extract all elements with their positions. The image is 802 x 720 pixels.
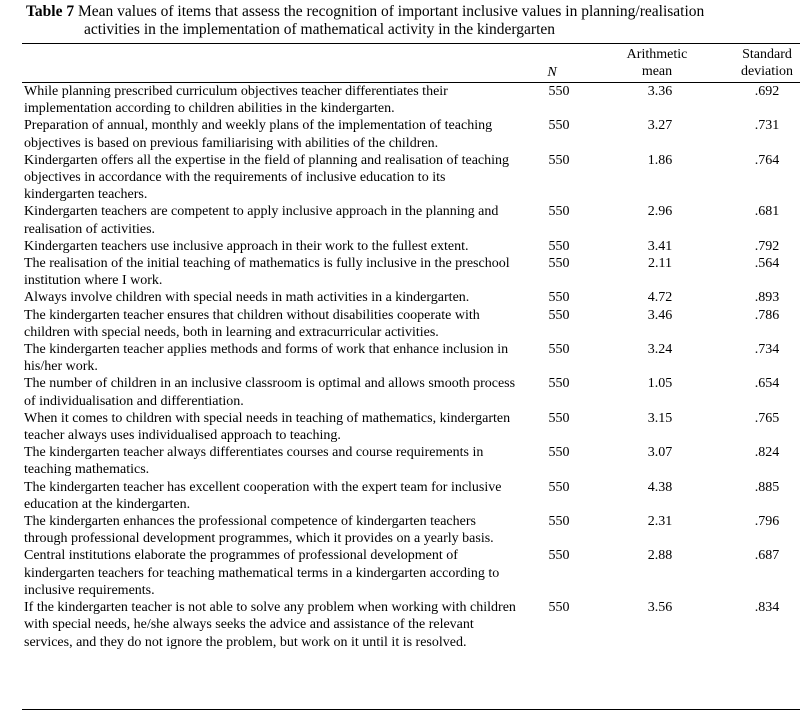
row-sd: .893 [754, 290, 780, 306]
row-n: 550 [548, 548, 570, 564]
table-body [22, 83, 800, 651]
row-n: 550 [548, 410, 570, 426]
header-sd-line-1: Standard [742, 47, 792, 62]
row-item: Always involve children with special needs in math activities in a kindergarten. [24, 290, 470, 306]
table-caption [26, 3, 796, 39]
row-n: 550 [548, 256, 570, 272]
row-mean: 3.46 [647, 307, 673, 323]
row-n: 550 [548, 238, 570, 254]
table-top-rule [22, 43, 800, 44]
table-header [22, 45, 800, 81]
row-item: The number of children in an inclusive classroom is optimal and allows smooth process of individualisation and differentiation. [24, 376, 516, 409]
row-mean: 3.15 [647, 410, 673, 426]
header-mean [597, 46, 717, 80]
row-mean: 3.27 [647, 118, 673, 134]
row-sd: .692 [754, 84, 780, 99]
row-n: 550 [548, 84, 570, 99]
row-item: Preparation of annual, monthly and weekly plans of the implementation of teaching objectives is based on previous familiarising with abilities of the children. [24, 118, 493, 151]
row-item: While planning prescribed curriculum objectives teacher differentiates their implementation according to children abilities in the kindergarten. [24, 84, 448, 117]
header-sd [707, 46, 802, 80]
header-mean-line-2: mean [641, 64, 673, 79]
row-item: Central institutions elaborate the programmes of professional development of kindergarten teachers for teaching mathematical terms in a kindergarten according to inclusive requirements. [24, 548, 500, 598]
row-n: 550 [548, 514, 570, 530]
row-item: The kindergarten teacher has excellent cooperation with the expert team for inclusive education at the kindergarten. [24, 479, 502, 512]
table-row [22, 152, 800, 204]
row-item: Kindergarten offers all the expertise in the field of planning and realisation of teaching objectives in accordance with the requirements of inclusive education to its kindergarten teachers. [24, 152, 510, 203]
table-row [22, 289, 800, 306]
table-row [22, 83, 800, 117]
row-sd: .687 [754, 548, 780, 564]
row-n: 550 [548, 479, 570, 495]
table-row [22, 479, 800, 513]
row-mean: 4.72 [647, 290, 673, 306]
header-sd-line-2: deviation [740, 64, 794, 79]
row-mean: 4.38 [647, 479, 673, 495]
table-row [22, 599, 800, 651]
row-sd: .734 [754, 342, 780, 358]
row-item: The kindergarten teacher ensures that children without disabilities cooperate with children with special needs, both in learning and extracurricular activities. [24, 307, 480, 340]
row-sd: .786 [754, 307, 780, 323]
table-row [22, 307, 800, 341]
table-row [22, 444, 800, 478]
row-mean: 2.96 [647, 204, 673, 220]
row-n: 550 [548, 204, 570, 220]
row-sd: .681 [754, 204, 780, 220]
row-item: Kindergarten teachers are competent to apply inclusive approach in the planning and realisation of activities. [24, 204, 499, 237]
table-row [22, 513, 800, 547]
row-n: 550 [548, 376, 570, 392]
table-row [22, 203, 800, 237]
table-row [22, 238, 800, 255]
table-bottom-rule [22, 709, 800, 710]
row-mean: 2.88 [647, 548, 673, 564]
header-n: N [547, 65, 557, 80]
row-mean: 2.31 [647, 514, 673, 530]
row-item: When it comes to children with special needs in teaching of mathematics, kindergarten teacher always uses individualised approach to teaching. [24, 410, 511, 444]
row-mean: 3.07 [647, 445, 673, 461]
row-item: Kindergarten teachers use inclusive approach in their work to the fullest extent. [24, 238, 469, 254]
row-sd: .834 [754, 600, 780, 616]
table-row [22, 410, 800, 444]
row-item: The kindergarten teacher applies methods and forms of work that enhance inclusion in his/her work. [24, 342, 509, 375]
row-n: 550 [548, 445, 570, 461]
row-sd: .792 [754, 238, 780, 254]
row-sd: .796 [754, 514, 780, 530]
row-mean: 2.11 [648, 256, 672, 272]
row-n: 550 [548, 152, 570, 168]
row-sd: .824 [754, 445, 780, 461]
row-mean: 1.05 [647, 376, 673, 392]
table-row [22, 341, 800, 375]
row-sd: .765 [754, 410, 780, 426]
header-mean-line-1: Arithmetic [626, 47, 688, 62]
caption-line-2: activities in the implementation of mathematical activity in the kindergarten [84, 21, 556, 38]
row-item: The kindergarten enhances the professional competence of kindergarten teachers through professional development programmes, which it provides on a yearly basis. [24, 514, 494, 547]
row-sd: .731 [754, 118, 780, 134]
table-row [22, 375, 800, 409]
row-mean: 3.41 [647, 238, 673, 254]
row-sd: .564 [754, 256, 780, 272]
row-n: 550 [548, 600, 570, 616]
row-sd: .764 [754, 152, 780, 168]
row-sd: .885 [754, 479, 780, 495]
row-item: The kindergarten teacher always differentiates courses and course requirements in teaching mathematics. [24, 445, 484, 478]
caption-label: Table 7 [26, 3, 75, 20]
row-sd: .654 [754, 376, 780, 392]
row-n: 550 [548, 307, 570, 323]
table-row [22, 117, 800, 151]
row-n: 550 [548, 342, 570, 358]
caption-line-1 [26, 3, 796, 21]
row-mean: 3.36 [647, 84, 673, 99]
row-mean: 3.56 [647, 600, 673, 616]
caption-text: Mean values of items that assess the recognition of important inclusive values in planning/realisation [74, 3, 705, 20]
row-n: 550 [548, 290, 570, 306]
row-item: If the kindergarten teacher is not able to solve any problem when working with children with special needs, he/she always seeks the advice and assistance of the relevant services, and they do not ignore the problem, but work on it until it is resolved. [24, 600, 516, 650]
row-mean: 3.24 [647, 342, 673, 358]
row-mean: 1.86 [647, 152, 673, 168]
row-n: 550 [548, 118, 570, 134]
row-item: The realisation of the initial teaching of mathematics is fully inclusive in the preschool institution where I work. [24, 256, 510, 289]
table-row [22, 255, 800, 289]
table-row [22, 547, 800, 599]
